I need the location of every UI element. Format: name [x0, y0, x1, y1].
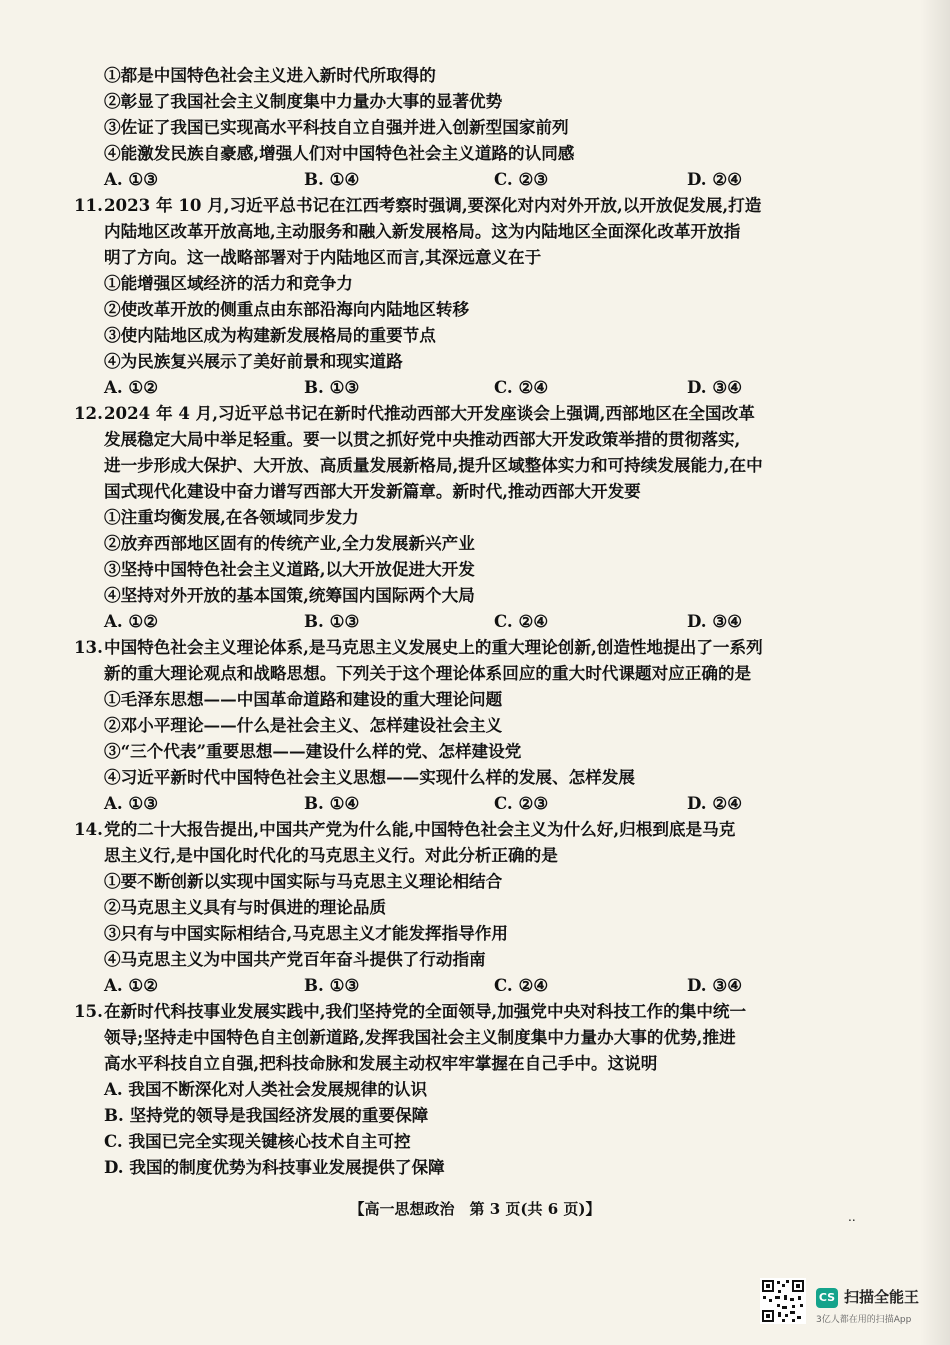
q15-option-a: A. 我国不断深化对人类社会发展规律的认识: [104, 1079, 428, 1099]
q11-option-b: B. ①③: [304, 377, 360, 397]
camscanner-name: 扫描全能王: [844, 1288, 920, 1306]
q10-option-b: B. ①④: [304, 169, 360, 189]
q10-option-a: A. ①③: [104, 169, 159, 189]
q12-item-2: ②放弃西部地区固有的传统产业,全力发展新兴产业: [104, 533, 475, 553]
q10-option-c: C. ②③: [494, 169, 549, 189]
question-13: [74, 634, 864, 816]
question-14: [74, 816, 864, 998]
q12-stem-line-4: 国式现代化建设中奋力谱写西部大开发新篇章。新时代,推动西部大开发要: [104, 481, 641, 501]
q15-option-b: B. 坚持党的领导是我国经济发展的重要保障: [104, 1105, 429, 1125]
q13-stem-line-2: 新的重大理论观点和战略思想。下列关于这个理论体系回应的重大时代课题对应正确的是: [104, 663, 752, 683]
question-10: [104, 62, 864, 192]
q12-options: [104, 608, 864, 634]
scanner-watermark: [760, 1278, 940, 1338]
q12-stem: [74, 400, 864, 504]
q10-item-3: ③佐证了我国已实现高水平科技自立自强并进入创新型国家前列: [104, 117, 569, 137]
q15-stem: [74, 998, 864, 1076]
q10-item-4: ④能激发民族自豪感,增强人们对中国特色社会主义道路的认同感: [104, 143, 575, 163]
q11-stem-line-2: 内陆地区改革开放高地,主动服务和融入新发展格局。这为内陆地区全面深化改革开放指: [104, 221, 741, 241]
q13-stem-line-1: 中国特色社会主义理论体系,是马克思主义发展史上的重大理论创新,创造性地提出了一系列: [104, 637, 763, 657]
q12-option-c: C. ②④: [494, 611, 549, 631]
q13-item-4: ④习近平新时代中国特色社会主义思想——实现什么样的发展、怎样发展: [104, 767, 635, 787]
q14-number: 14.: [74, 819, 103, 839]
q12-item-1: ①注重均衡发展,在各领域同步发力: [104, 507, 359, 527]
q13-option-c: C. ②③: [494, 793, 549, 813]
camscanner-logo-icon: CS: [816, 1288, 838, 1308]
q12-number: 12.: [74, 403, 103, 423]
q11-stem-line-1: 2023 年 10 月,习近平总书记在江西考察时强调,要深化对内对外开放,以开放促发展,打造: [104, 195, 762, 215]
q14-item-3: ③只有与中国实际相结合,马克思主义才能发挥指导作用: [104, 923, 509, 943]
q13-option-d: D. ②④: [687, 793, 743, 813]
exam-content: [74, 62, 864, 1180]
q11-item-4: ④为民族复兴展示了美好前景和现实道路: [104, 351, 403, 371]
q15-stem-line-1: 在新时代科技事业发展实践中,我们坚持党的全面领导,加强党中央对科技工作的集中统一: [104, 1001, 747, 1021]
q15-number: 15.: [74, 1001, 103, 1021]
q11-option-c: C. ②④: [494, 377, 549, 397]
q13-stem: [74, 634, 864, 686]
q14-item-1: ①要不断创新以实现中国实际与马克思主义理论相结合: [104, 871, 503, 891]
question-12: [74, 400, 864, 634]
q11-stem: [74, 192, 864, 270]
q15-stem-line-3: 高水平科技自立自强,把科技命脉和发展主动权牢牢掌握在自己手中。这说明: [104, 1053, 658, 1073]
q12-option-b: B. ①③: [304, 611, 360, 631]
q13-number: 13.: [74, 637, 103, 657]
q12-option-d: D. ③④: [687, 611, 743, 631]
page-footer: 【高一思想政治 第 3 页(共 6 页)】: [349, 1200, 601, 1218]
q11-item-3: ③使内陆地区成为构建新发展格局的重要节点: [104, 325, 436, 345]
q11-option-d: D. ③④: [687, 377, 743, 397]
page-edge-shadow: [920, 0, 950, 1345]
footer-dots: ..: [848, 1210, 856, 1224]
q11-item-1: ①能增强区域经济的活力和竞争力: [104, 273, 353, 293]
q12-stem-line-1: 2024 年 4 月,习近平总书记在新时代推动西部大开发座谈会上强调,西部地区在全国改革: [104, 403, 755, 423]
q10-item-1: ①都是中国特色社会主义进入新时代所取得的: [104, 65, 436, 85]
q14-option-c: C. ②④: [494, 975, 549, 995]
q14-stem-line-1: 党的二十大报告提出,中国共产党为什么能,中国特色社会主义为什么好,归根到底是马克: [104, 819, 736, 839]
q12-item-4: ④坚持对外开放的基本国策,统筹国内国际两个大局: [104, 585, 475, 605]
q14-stem-line-2: 思主义行,是中国化时代化的马克思主义行。对此分析正确的是: [104, 845, 558, 865]
q14-option-b: B. ①③: [304, 975, 360, 995]
q14-item-2: ②马克思主义具有与时俱进的理论品质: [104, 897, 387, 917]
q10-options: [104, 166, 864, 192]
q12-stem-line-3: 进一步形成大保护、大开放、高质量发展新格局,提升区域整体实力和可持续发展能力,在中: [104, 455, 763, 475]
q14-option-a: A. ①②: [104, 975, 159, 995]
q15-option-c: C. 我国已完全实现关键核心技术自主可控: [104, 1131, 411, 1151]
q11-options: [104, 374, 864, 400]
q13-option-a: A. ①③: [104, 793, 159, 813]
q13-item-1: ①毛泽东思想——中国革命道路和建设的重大理论问题: [104, 689, 503, 709]
q14-option-d: D. ③④: [687, 975, 743, 995]
q10-option-d: D. ②④: [687, 169, 743, 189]
question-15: [74, 998, 864, 1180]
q10-item-2: ②彰显了我国社会主义制度集中力量办大事的显著优势: [104, 91, 503, 111]
question-11: [74, 192, 864, 400]
q14-stem: [74, 816, 864, 868]
q14-options: [104, 972, 864, 998]
q12-stem-line-2: 发展稳定大局中举足轻重。要一以贯之抓好党中央推动西部大开发政策举措的贯彻落实,: [104, 429, 741, 449]
q11-stem-line-3: 明了方向。这一战略部署对于内陆地区而言,其深远意义在于: [104, 247, 542, 267]
q13-item-3: ③“三个代表”重要思想——建设什么样的党、怎样建设党: [104, 741, 522, 761]
q12-item-3: ③坚持中国特色社会主义道路,以大开放促进大开发: [104, 559, 475, 579]
camscanner-slogan: 3亿人都在用的扫描App: [816, 1315, 912, 1325]
qr-code-icon: [760, 1278, 806, 1324]
q11-option-a: A. ①②: [104, 377, 159, 397]
q13-options: [104, 790, 864, 816]
q15-stem-line-2: 领导;坚持走中国特色自主创新道路,发挥我国社会主义制度集中力量办大事的优势,推进: [104, 1027, 736, 1047]
q13-option-b: B. ①④: [304, 793, 360, 813]
q11-item-2: ②使改革开放的侧重点由东部沿海向内陆地区转移: [104, 299, 470, 319]
q15-option-d: D. 我国的制度优势为科技事业发展提供了保障: [104, 1157, 445, 1177]
q14-item-4: ④马克思主义为中国共产党百年奋斗提供了行动指南: [104, 949, 486, 969]
q13-item-2: ②邓小平理论——什么是社会主义、怎样建设社会主义: [104, 715, 503, 735]
q11-number: 11.: [74, 195, 103, 215]
q12-option-a: A. ①②: [104, 611, 159, 631]
